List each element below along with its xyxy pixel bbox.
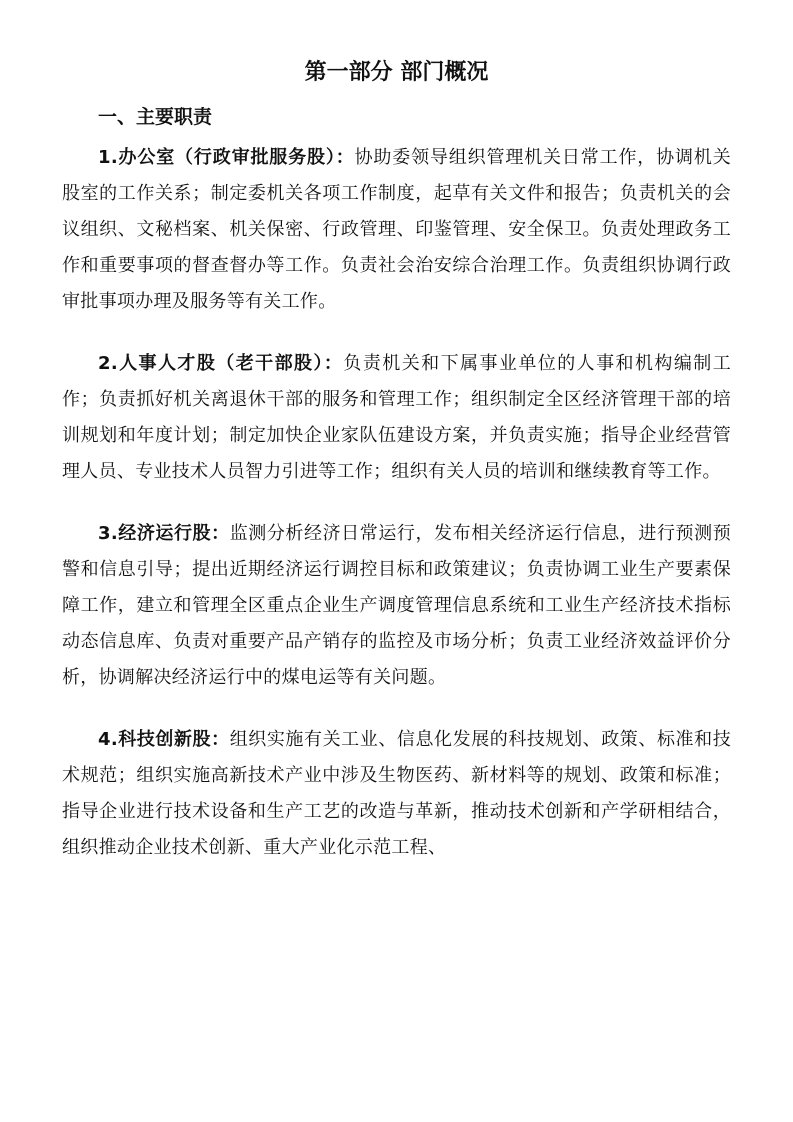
paragraph-lead: 2.人事人才股（老干部股）： xyxy=(98,353,344,374)
section-heading: 一、主要职责 xyxy=(98,106,213,128)
paragraph-body: 协助委领导组织管理机关日常工作，协调机关股室的工作关系；制定委机关各项工作制度，起草有关文件和报告；负责机关的会议组织、文秘档案、机关保密、行政管理、印鉴管理、安全保卫。负责处理政务工作和重要事项的督查督办等工作。负责社会治安综合治理工作。负责组织协调行政审批事项办理及服务等有关工作。 xyxy=(62,147,731,312)
paragraph-lead: 3.经济运行股： xyxy=(98,523,230,544)
paragraph-lead: 1.办公室（行政审批服务股）： xyxy=(98,147,355,168)
paragraph-body: 组织实施有关工业、信息化发展的科技规划、政策、标准和技术规范；组织实施高新技术产业中涉及生物医药、新材料等的规划、政策和标准；指导企业进行技术设备和生产工艺的改造与革新，推动技术创新和产学研相结合，组织推动企业技术创新、重大产业化示范工程、 xyxy=(62,729,731,858)
paragraph-office xyxy=(62,140,731,320)
paragraph-lead: 4.科技创新股： xyxy=(98,729,230,750)
paragraph-body: 负责机关和下属事业单位的人事和机构编制工作；负责抓好机关离退休干部的服务和管理工作；组织制定全区经济管理干部的培训规划和年度计划；制定加快企业家队伍建设方案，并负责实施；指导企业经营管理人员、专业技术人员智力引进等工作；组织有关人员的培训和继续教育等工作。 xyxy=(62,353,732,482)
paragraph-economic-operation xyxy=(62,516,731,696)
paragraph-personnel xyxy=(62,346,731,490)
page-title: 第一部分 部门概况 xyxy=(304,60,489,85)
paragraph-tech-innovation xyxy=(62,722,731,866)
paragraph-body: 监测分析经济日常运行，发布相关经济运行信息，进行预测预警和信息引导；提出近期经济运行调控目标和政策建议；负责协调工业生产要素保障工作，建立和管理全区重点企业生产调度管理信息系统和工业生产经济技术指标动态信息库、负责对重要产品产销存的监控及市场分析；负责工业经济效益评价分析，协调解决经济运行中的煤电运等有关问题。 xyxy=(62,523,731,688)
